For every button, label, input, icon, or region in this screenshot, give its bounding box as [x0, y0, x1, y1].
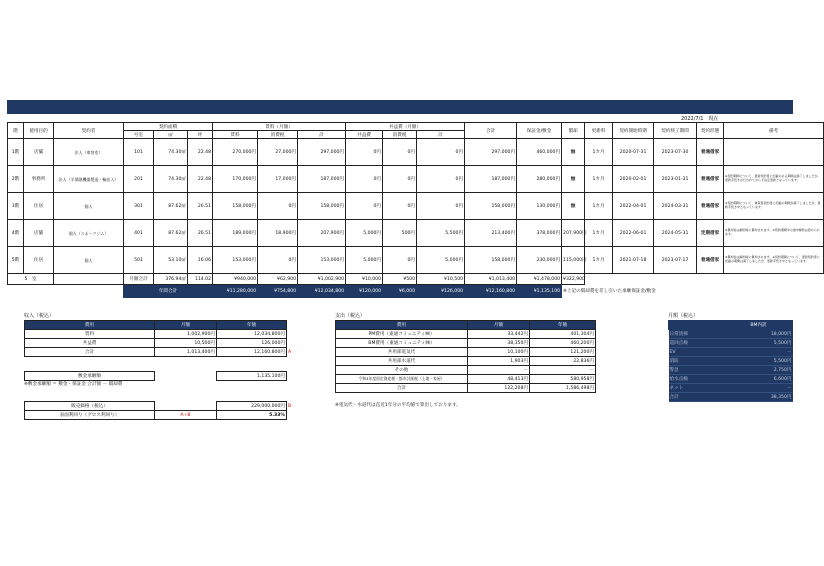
header-start: 契約開始時期 [613, 123, 654, 139]
cell-type: 普通借家 [697, 247, 724, 274]
header-tenant: 契約者 [54, 123, 124, 139]
cell-remarks [724, 139, 824, 166]
cell-common: 0円 [346, 193, 383, 220]
expense-annual: 1,586,498円 [530, 384, 596, 393]
table-row [25, 339, 295, 348]
cell-rent-tax: 0円 [258, 247, 298, 274]
expense-annual: 121,200円 [530, 348, 596, 357]
yield-formula: A÷B [155, 411, 217, 420]
cell-amortization: 無 [562, 139, 585, 166]
table-row [336, 375, 596, 384]
yield-label: 表面利回り（グロス利回り） [25, 411, 155, 420]
monthly-total-label: 月額合計 [124, 274, 154, 285]
income-header-item: 費用 [25, 321, 155, 330]
table-row [669, 393, 793, 402]
cell-floor: 2階 [8, 166, 24, 193]
cell-tenant: 法人（車容室） [54, 139, 124, 166]
bm-value: 38,350円 [725, 393, 793, 402]
income-monthly: 10,500円 [155, 339, 217, 348]
cell-renewal: 1カ月 [585, 139, 613, 166]
cell-room: 301 [124, 193, 154, 220]
header-sum: 合計 [465, 123, 517, 139]
cell-start: 2022-06-01 [613, 220, 654, 247]
table-row [669, 348, 793, 357]
table-row [8, 166, 824, 193]
cell-sum: 158,000円 [465, 193, 517, 220]
cell-amortization: 無 [562, 166, 585, 193]
expense-item: 合計 [336, 384, 468, 393]
expense-item: PM費用（東通コミュニティ㈱） [336, 330, 468, 339]
price-label: 販売価格（税込） [25, 402, 155, 411]
deposit-note: ※上記の償却費を差し引いた承継保証金/敷金 [563, 289, 656, 295]
cell-tenant: 個人（スポーツジム） [54, 220, 124, 247]
annual-rent-total: ¥12,034,800 [298, 285, 346, 298]
income-mark-a: A [288, 349, 292, 355]
income-monthly: 1,002,900円 [155, 330, 217, 339]
table-row [8, 139, 824, 166]
header-common-total: 計 [417, 131, 465, 139]
cell-common-tax: 0円 [383, 139, 417, 166]
expense-annual: 460,200円 [530, 339, 596, 348]
income-monthly: 1,013,400円 [155, 348, 217, 357]
cell-tsubo: 26.51 [188, 193, 213, 220]
annual-common-total: ¥126,000 [417, 285, 465, 298]
expense-title: 支出（税込） [335, 313, 366, 319]
cell-end: 2023-01-31 [654, 166, 697, 193]
table-row [336, 339, 596, 348]
price-value: 229,000,000円 [217, 402, 287, 411]
table-row [336, 384, 596, 393]
bm-item: 合計 [669, 393, 725, 402]
header-contract-area: 契約面積 [124, 123, 213, 131]
cell-tenant: 個人 [54, 247, 124, 274]
header-common: 共益費（月額） [346, 123, 465, 131]
cell-rent-tax: 17,000円 [258, 166, 298, 193]
expense-header-monthly: 月額 [468, 321, 530, 330]
annual-rent: ¥11,280,000 [213, 285, 258, 298]
bm-item: ネット [669, 384, 725, 393]
header-floor: 階 [8, 123, 24, 139]
total-tsubo: 114.02 [188, 274, 213, 285]
cell-rent: 270,000円 [213, 139, 258, 166]
header-rent-total: 計 [298, 131, 346, 139]
bm-value: 18,000円 [725, 330, 793, 339]
income-annual: 12,160,800円 [217, 348, 287, 357]
price-mark-b: B [288, 403, 292, 409]
cell-start: 2021-07-18 [613, 247, 654, 274]
bm-item: EV [669, 348, 725, 357]
expense-header-item: 費用 [336, 321, 468, 330]
cell-common: 5,000円 [346, 220, 383, 247]
income-table [24, 320, 295, 357]
cell-rent-total: 158,000円 [298, 193, 346, 220]
table-row [669, 357, 793, 366]
expense-monthly: 38,350円 [468, 339, 530, 348]
cell-deposit: 230,000円 [517, 247, 562, 274]
cell-start: 2020-07-31 [613, 139, 654, 166]
cell-use: 住居 [24, 247, 54, 274]
header-rent: 賃料（月額） [213, 123, 346, 131]
cell-rent: 153,000円 [213, 247, 258, 274]
bm-item: 警急 [669, 366, 725, 375]
cell-rent: 170,000円 [213, 166, 258, 193]
annual-common: ¥120,000 [346, 285, 383, 298]
header-amortization: 償却 [562, 123, 585, 139]
cell-sum: 187,000円 [465, 166, 517, 193]
cell-use: 店舗 [24, 220, 54, 247]
expense-item: 共用部水道代 [336, 357, 468, 366]
cell-common-total: 5,000円 [417, 247, 465, 274]
as-of-date: 2022/7/1 現在 [681, 116, 719, 122]
table-row [336, 348, 596, 357]
total-common: ¥10,000 [346, 274, 383, 285]
cell-floor: 3階 [8, 193, 24, 220]
table-row [336, 330, 596, 339]
total-sum: ¥1,013,400 [465, 274, 517, 285]
cell-renewal: 1カ月 [585, 193, 613, 220]
cell-type: 普通借家 [697, 166, 724, 193]
cell-rent: 189,000円 [213, 220, 258, 247]
expense-note: ※電気代・水道代は直近1年分の平均値で算出しております。 [335, 403, 461, 408]
table-row [669, 384, 793, 393]
bm-item: 巡回点検 [669, 339, 725, 348]
bm-table [668, 320, 793, 402]
expense-monthly: 122,208円 [468, 384, 530, 393]
total-common-tax: ¥500 [383, 274, 417, 285]
header-use: 使用目的 [24, 123, 54, 139]
cell-common: 0円 [346, 139, 383, 166]
cell-remarks: ※契約期間について、賃貸借契約書に記載の期間が満了しましたが、更新手続き中となっています。 [724, 193, 824, 220]
header-rent-base: 賃料 [213, 131, 258, 139]
annual-sum: ¥12,160,800 [465, 285, 517, 298]
yield-table [24, 401, 295, 420]
yield-value: 5.33% [217, 411, 287, 420]
cell-tsubo: 22.48 [188, 139, 213, 166]
cell-end: 2024-05-31 [654, 220, 697, 247]
cell-floor: 4階 [8, 220, 24, 247]
bm-item: 消防 [669, 357, 725, 366]
bm-value: 2,750円 [725, 366, 793, 375]
bm-value: － [725, 384, 793, 393]
cell-room: 101 [124, 139, 154, 166]
cell-type: 普通借家 [697, 193, 724, 220]
cell-room: 501 [124, 247, 154, 274]
cell-floor: 5階 [8, 247, 24, 274]
cell-tsubo: 16.06 [188, 247, 213, 274]
table-row [669, 330, 793, 339]
expense-monthly: 1,903円 [468, 357, 530, 366]
cell-end: 2023-07-17 [654, 247, 697, 274]
total-rent: ¥940,000 [213, 274, 258, 285]
deposit-table [24, 371, 295, 381]
cell-m2: 53.10㎡ [154, 247, 188, 274]
bm-item: 日常清掃 [669, 330, 725, 339]
cell-floor: 1階 [8, 139, 24, 166]
cell-start: 2022-04-01 [613, 193, 654, 220]
header-deposit: 保証金/敷金 [517, 123, 562, 139]
expense-item: 令和4年度固定資産税・都市計画税（土地・家屋） [336, 375, 468, 384]
bm-value: 6,600円 [725, 375, 793, 384]
header-m2: ㎡ [154, 131, 188, 139]
cell-room: 201 [124, 166, 154, 193]
cell-end: 2024-03-31 [654, 193, 697, 220]
expense-monthly: － [468, 366, 530, 375]
cell-amortization: 無 [562, 193, 585, 220]
annual-common-tax: ¥6,000 [383, 285, 417, 298]
cell-rent-tax: 18,900円 [258, 220, 298, 247]
expense-monthly: 33,442円 [468, 330, 530, 339]
annual-rent-tax: ¥754,800 [258, 285, 298, 298]
cell-m2: 87.62㎡ [154, 193, 188, 220]
header-remarks: 備考 [724, 123, 824, 139]
expense-annual: － [530, 366, 596, 375]
total-amortization: ¥322,900 [562, 274, 585, 285]
cell-tenant: 個人 [54, 193, 124, 220]
cell-remarks: ※償却金は解約時に償却されます。※契約期間について、更新契約書に記載の期間は満了しましたが、更新手続き中となっています。 [724, 247, 824, 274]
cell-use: 店舗 [24, 139, 54, 166]
cell-rent-total: 187,000円 [298, 166, 346, 193]
cell-sum: 297,000円 [465, 139, 517, 166]
cell-sum: 158,000円 [465, 247, 517, 274]
cell-m2: 74.30㎡ [154, 139, 188, 166]
table-row [8, 193, 824, 220]
table-row [8, 247, 824, 274]
header-rent-tax: 消費税 [258, 131, 298, 139]
cell-use: 住居 [24, 193, 54, 220]
bm-header: BM内訳 [725, 321, 793, 330]
cell-common: 5,000円 [346, 247, 383, 274]
cell-rent-total: 207,900円 [298, 220, 346, 247]
cell-common-tax: 0円 [383, 247, 417, 274]
cell-renewal: 1カ月 [585, 220, 613, 247]
table-row [336, 366, 596, 375]
expense-item: BM費用（東通コミュニティ㈱） [336, 339, 468, 348]
cell-end: 2023-07-30 [654, 139, 697, 166]
cell-common-total: 5,500円 [417, 220, 465, 247]
cell-deposit: 130,000円 [517, 193, 562, 220]
total-m2: 376.94㎡ [154, 274, 188, 285]
header-common-tax: 消費税 [383, 131, 417, 139]
cell-common: 0円 [346, 166, 383, 193]
total-rent-total: ¥1,002,900 [298, 274, 346, 285]
cell-m2: 87.62㎡ [154, 220, 188, 247]
table-row [8, 220, 824, 247]
expense-monthly: 48,413円 [468, 375, 530, 384]
cell-rent-tax: 0円 [258, 193, 298, 220]
cell-use: 事務所 [24, 166, 54, 193]
header-type: 契約形態 [697, 123, 724, 139]
cell-deposit: 460,000円 [517, 139, 562, 166]
header-tsubo: 坪 [188, 131, 213, 139]
cell-amortization: 115,000円 [562, 247, 585, 274]
expense-item: 共用部電気代 [336, 348, 468, 357]
rent-roll-table [7, 122, 824, 298]
cell-rent-total: 297,000円 [298, 139, 346, 166]
cell-deposit: 280,000円 [517, 166, 562, 193]
cell-tsubo: 22.48 [188, 166, 213, 193]
cell-remarks: ※契約期間について、更新契約書に記載のある期間は満了しましたが、更新手続きが行われておらず法定更新となっています。 [724, 166, 824, 193]
income-item: 共益費 [25, 339, 155, 348]
income-item: 賃料 [25, 330, 155, 339]
table-row [336, 357, 596, 366]
cell-common-tax: 0円 [383, 193, 417, 220]
income-header-monthly: 月額 [155, 321, 217, 330]
total-deposit: ¥1,478,000 [517, 274, 562, 285]
expense-annual: 580,958円 [530, 375, 596, 384]
expense-header-annual: 年額 [530, 321, 596, 330]
cell-common-total: 0円 [417, 166, 465, 193]
header-room: 号室 [124, 131, 154, 139]
cell-rent-total: 153,000円 [298, 247, 346, 274]
annual-total-row [8, 285, 824, 298]
cell-room: 401 [124, 220, 154, 247]
table-row [669, 366, 793, 375]
cell-renewal: 1カ月 [585, 166, 613, 193]
cell-amortization: 207,900円 [562, 220, 585, 247]
table-row [25, 348, 295, 357]
deposit-label: 敷金承継額 [25, 372, 155, 381]
deposit-value: 1,135,100円 [217, 372, 287, 381]
annual-total-label: 年間合計 [124, 285, 213, 298]
cell-rent: 158,000円 [213, 193, 258, 220]
cell-start: 2020-02-01 [613, 166, 654, 193]
cell-renewal: 1カ月 [585, 247, 613, 274]
expense-table [335, 320, 596, 393]
income-annual: 126,000円 [217, 339, 287, 348]
title-banner [7, 100, 793, 114]
annual-deposit: ¥1,135,100 [517, 285, 562, 298]
cell-common-tax: 500円 [383, 220, 417, 247]
expense-monthly: 10,100円 [468, 348, 530, 357]
cell-common-total: 0円 [417, 139, 465, 166]
cell-rent-tax: 27,000円 [258, 139, 298, 166]
cell-deposit: 378,000円 [517, 220, 562, 247]
income-title: 収入（税込） [24, 313, 55, 319]
cell-tsubo: 26.51 [188, 220, 213, 247]
bm-value: 5,500円 [725, 339, 793, 348]
table-row [669, 339, 793, 348]
cell-type: 定期借家 [697, 220, 724, 247]
cell-remarks: ※償却金は解約時に償却されます。※契約期間中の途中解約は認められます。 [724, 220, 824, 247]
expense-annual: 22,836円 [530, 357, 596, 366]
bm-value: 5,500円 [725, 357, 793, 366]
expense-item: その他 [336, 366, 468, 375]
bm-title: 月額（税込） [668, 313, 699, 319]
header-end: 契約終了期間 [654, 123, 697, 139]
bm-value: － [725, 348, 793, 357]
cell-tenant: 法人（半保険機器製造・輸出入） [54, 166, 124, 193]
table-row [669, 375, 793, 384]
table-row [25, 330, 295, 339]
total-rooms: 5 室 [8, 274, 54, 285]
total-common-total: ¥10,500 [417, 274, 465, 285]
income-item: 合計 [25, 348, 155, 357]
cell-common-tax: 0円 [383, 166, 417, 193]
cell-sum: 213,400円 [465, 220, 517, 247]
cell-common-total: 0円 [417, 193, 465, 220]
header-renewal: 更新料 [585, 123, 613, 139]
total-rent-tax: ¥62,900 [258, 274, 298, 285]
income-annual: 12,034,800円 [217, 330, 287, 339]
monthly-total-row [8, 274, 824, 285]
deposit-formula-note: ※敷金承継額 ＝ 敷金・保証金 合計額 － 償却費 [24, 382, 123, 387]
income-header-annual: 年額 [217, 321, 287, 330]
bm-item: 給水点検 [669, 375, 725, 384]
cell-m2: 74.30㎡ [154, 166, 188, 193]
cell-type: 普通借家 [697, 139, 724, 166]
expense-annual: 401,304円 [530, 330, 596, 339]
header-common-base: 共益費 [346, 131, 383, 139]
